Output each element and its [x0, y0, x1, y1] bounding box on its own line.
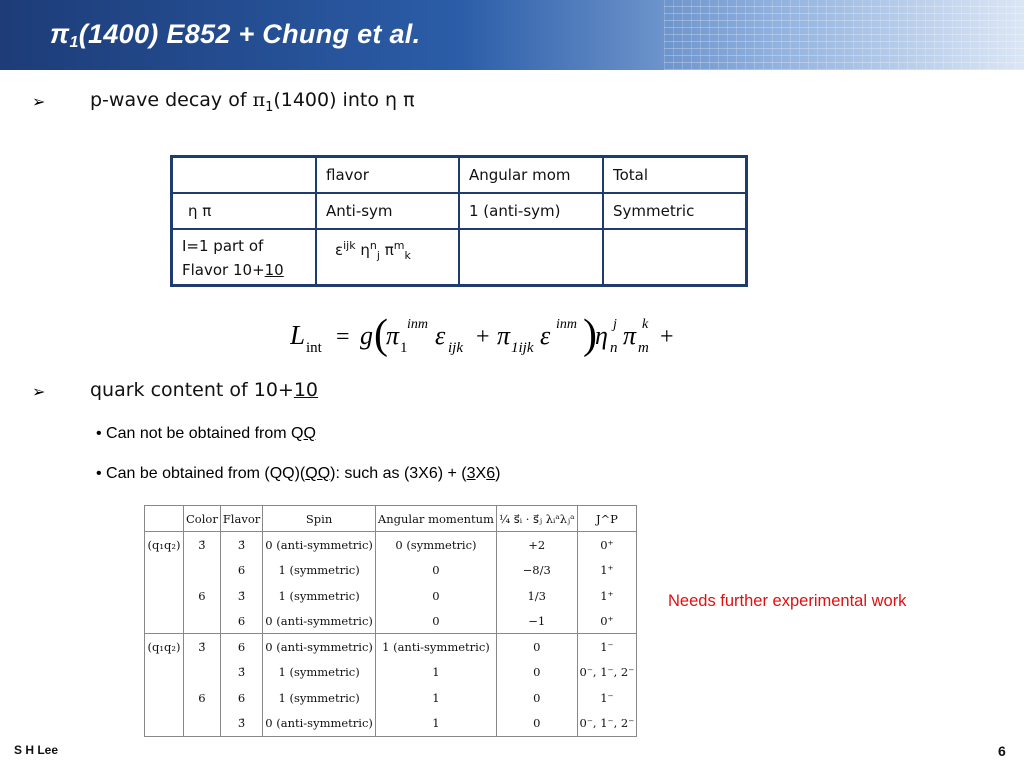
table-cell: 0 [375, 583, 496, 608]
table-header-cell: Angular mom [459, 157, 603, 194]
table-header-cell: Color [184, 506, 221, 532]
table-header-cell: Flavor [220, 506, 262, 532]
table-header-cell: Spin [263, 506, 376, 532]
table-header-cell: flavor [316, 157, 459, 194]
table-cell: η π [172, 193, 317, 229]
table-header-cell [145, 506, 184, 532]
formula-sup-inm2: inm [556, 317, 577, 332]
formula-sup-k: k [642, 317, 649, 332]
formula-lparen: ( [374, 312, 388, 358]
table-cell: 3̄ [184, 532, 221, 558]
table-cell [172, 157, 317, 194]
table-cell [145, 685, 184, 710]
table-cell: 1 (anti-symmetric) [375, 634, 496, 660]
title-banner [0, 0, 1024, 70]
table-cell-tensor: $\varepsilon^{ijk}$ $\eta^n_j$ $\pi^m_k$ [316, 229, 459, 286]
formula-rparen: ) [583, 312, 597, 358]
formula-sub-m: m [638, 340, 649, 356]
table-cell: 0 [496, 660, 577, 685]
formula-plus1: + [476, 324, 490, 350]
table-cell [184, 660, 221, 685]
table-cell: 0 (anti-symmetric) [263, 710, 376, 736]
formula-plus2: + [660, 324, 674, 350]
table-header-cell: ¼ s⃗ᵢ · s⃗ⱼ λᵢᵃλⱼᵃ [496, 506, 577, 532]
page-number: 6 [998, 743, 1006, 759]
formula-sup-inm: inm [407, 317, 428, 332]
table-cell: 3̄ [220, 583, 262, 608]
formula-sup-j: j [613, 317, 617, 332]
table-cell: 1⁻ [577, 685, 637, 710]
table-cell: 6 [220, 558, 262, 583]
table-cell [459, 229, 603, 286]
table-cell [184, 710, 221, 736]
table-row [145, 583, 637, 608]
table-cell: 1 [375, 660, 496, 685]
table-cell [145, 583, 184, 608]
table-cell: 3̄ [184, 634, 221, 660]
table-cell: 0 (anti-symmetric) [263, 608, 376, 634]
bullet-pwave-decay: p-wave decay of $\pi_1(1400)$ into η π [90, 89, 415, 115]
formula-int: int [306, 340, 322, 356]
arrow-bullet-icon: ➢ [32, 382, 46, 401]
footer-author: S H Lee [14, 743, 59, 757]
formula-g: g [360, 321, 373, 350]
table-header-cell: Angular momentum [375, 506, 496, 532]
table-cell: 6 [220, 608, 262, 634]
experimental-note: Needs further experimental work [668, 592, 907, 610]
table-cell: 0 (anti-symmetric) [263, 532, 376, 558]
formula-L: L [290, 320, 306, 350]
table-row [145, 608, 637, 634]
table-row [145, 558, 637, 583]
formula-eps1: ε [435, 321, 446, 350]
table-cell [145, 608, 184, 634]
table-cell: 1 (symmetric) [263, 660, 376, 685]
table-cell [184, 558, 221, 583]
table-row [172, 157, 747, 194]
table-cell: 0 [375, 558, 496, 583]
banner-decoration [664, 0, 1024, 70]
table-cell: 0 (anti-symmetric) [263, 634, 376, 660]
table-cell: 1 (symmetric) [263, 558, 376, 583]
table-cell: 6 [184, 685, 221, 710]
table-cell: 1 (anti-sym) [459, 193, 603, 229]
table-cell: 3̄ [220, 532, 262, 558]
table-cell: 0 [375, 608, 496, 634]
table-cell: 0⁺ [577, 608, 637, 634]
table-header-cell: J^P [577, 506, 637, 532]
decay-symmetry-table [170, 155, 748, 287]
table-cell: −8/3 [496, 558, 577, 583]
table-header-cell: Total [603, 157, 747, 194]
table-cell: 0 [496, 685, 577, 710]
table-cell: 0⁻, 1⁻, 2⁻ [577, 660, 637, 685]
table-cell: 0⁺ [577, 532, 637, 558]
sub-bullet-not-qq: • Can not be obtained from QQ [96, 425, 316, 442]
table-cell: 0 [496, 710, 577, 736]
table-cell: (q₁q₂) [145, 634, 184, 660]
table-cell: 0⁻, 1⁻, 2⁻ [577, 710, 637, 736]
table-cell [145, 660, 184, 685]
table-cell: 3̄ [220, 710, 262, 736]
formula-sub-ijk: ijk [448, 340, 463, 356]
formula-sub-1ijk: 1ijk [511, 340, 534, 356]
table-cell: +2 [496, 532, 577, 558]
table-cell: 6 [184, 583, 221, 608]
table-row [145, 660, 637, 685]
formula-eq: = [336, 324, 350, 350]
table-cell: −1 [496, 608, 577, 634]
table-row [172, 193, 747, 229]
table-cell: Anti-sym [316, 193, 459, 229]
table-row [145, 634, 637, 660]
formula-sub-1: 1 [400, 340, 408, 356]
lagrangian-formula [290, 308, 690, 368]
table-cell: 1 [375, 710, 496, 736]
formula-sub-n: n [610, 340, 618, 356]
table-cell: 1 (symmetric) [263, 583, 376, 608]
table-cell: 1⁺ [577, 583, 637, 608]
table-cell: (q₁q₂) [145, 532, 184, 558]
table-cell [145, 710, 184, 736]
table-cell: 1 [375, 685, 496, 710]
table-cell: 1⁻ [577, 634, 637, 660]
table-cell [145, 558, 184, 583]
slide-title: $\pi_1(1400) E852$ + Chung et al. [50, 19, 421, 51]
arrow-bullet-icon: ➢ [32, 92, 46, 111]
table-cell: Symmetric [603, 193, 747, 229]
formula-pi1: π [386, 321, 400, 350]
formula-pi2: π [497, 321, 511, 350]
table-cell: 1/3 [496, 583, 577, 608]
table-cell: 3̄ [220, 660, 262, 685]
table-cell: 6 [220, 685, 262, 710]
table-cell: 1⁺ [577, 558, 637, 583]
table-row [145, 685, 637, 710]
bullet-quark-content: quark content of 10+10 [90, 379, 319, 401]
table-cell: I=1 part of Flavor 10+10 [172, 229, 317, 286]
table-cell: 0 [496, 634, 577, 660]
diquark-states-table [144, 505, 637, 737]
table-cell: 6 [220, 634, 262, 660]
table-cell [603, 229, 747, 286]
formula-eta: η [595, 321, 608, 350]
table-row [145, 532, 637, 558]
table-cell: 1 (symmetric) [263, 685, 376, 710]
table-header-row [145, 506, 637, 532]
formula-pi3: π [623, 321, 637, 350]
table-row [145, 710, 637, 736]
table-cell: 0 (symmetric) [375, 532, 496, 558]
table-row [172, 229, 747, 286]
formula-eps2: ε [540, 321, 551, 350]
table-cell [184, 608, 221, 634]
sub-bullet-tetraquark: • Can be obtained from (QQ)(QQ): such as (3X6) + (3X6) [96, 465, 501, 482]
